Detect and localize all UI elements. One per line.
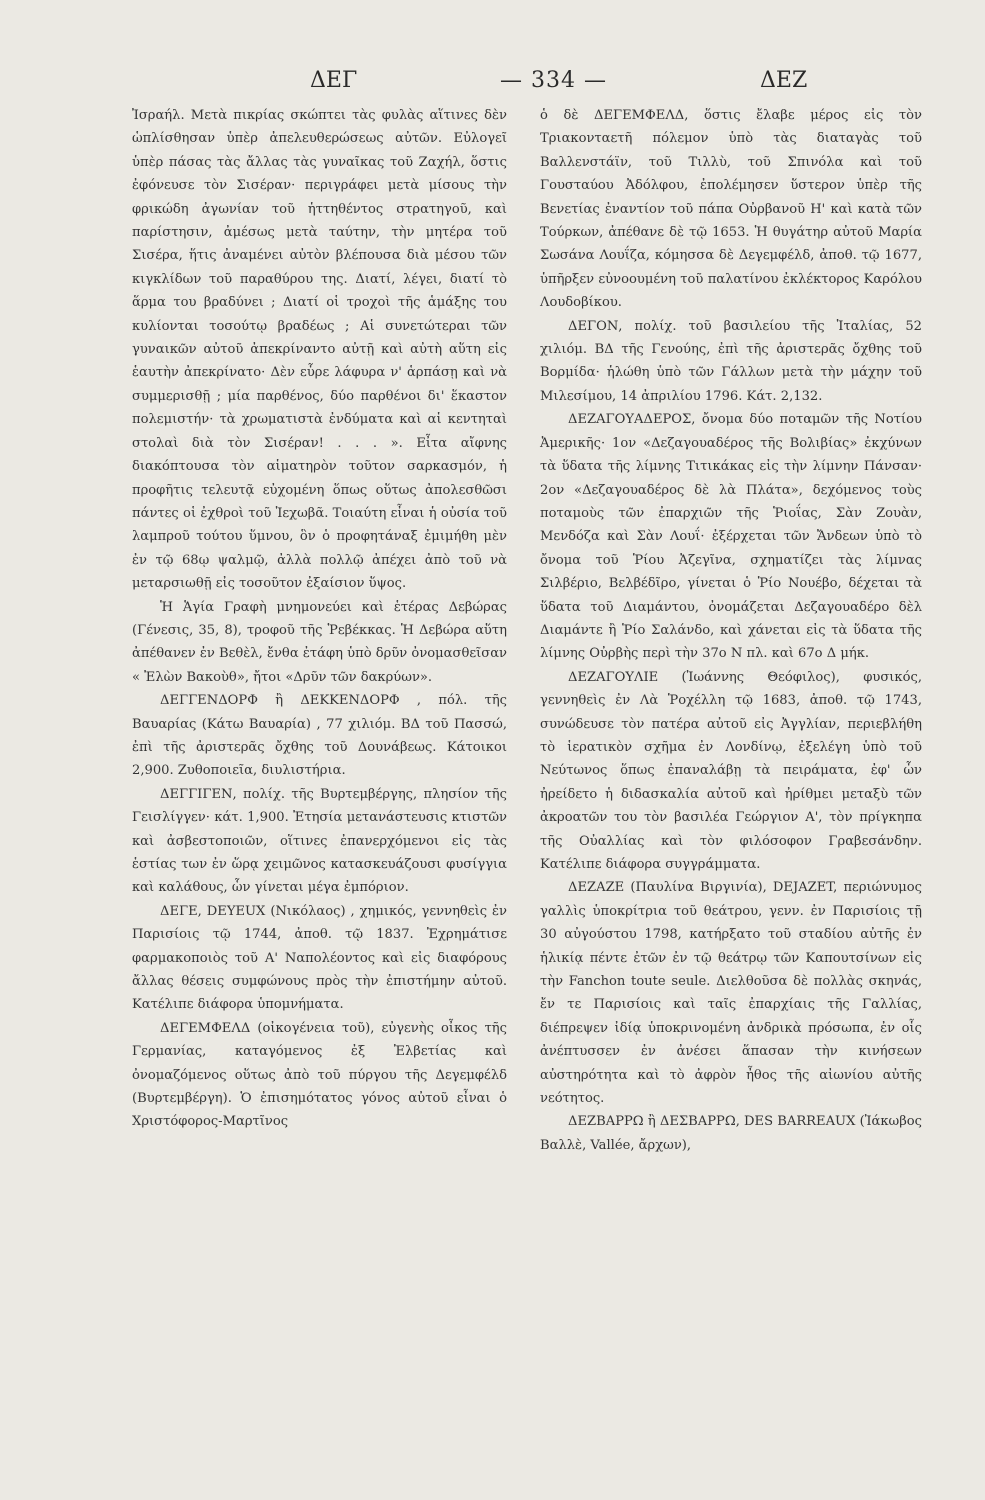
dictionary-entry: ΔΕΓΟΝ, πολίχ. τοῦ βασιλείου τῆς Ἰταλίας, 52 χιλιόμ. ΒΔ τῆς Γενούης, ἐπὶ τῆς ἀριστερᾶς ὄχθης τοῦ Βορμίδα· ἡλώθη ὑπὸ τῶν Γάλλων μετὰ τὴν μάχην τοῦ Μιλεσίμου, 14 ἀπριλίου 1796. Κάτ. 2,132. [540, 318, 922, 404]
left-column [132, 104, 507, 1134]
dictionary-entry: ΔΕΖΒΑΡΡΩ ἢ ΔΕΣΒΑΡΡΩ, DES BARREAUX (Ἰάκωβος Βαλλὲ, Vallée, ἄρχων), [540, 1114, 922, 1153]
paragraph: Ἰσραήλ. Μετὰ πικρίας σκώπτει τὰς φυλὰς αἵτινες δὲν ὡπλίσθησαν ὑπὲρ ἀπελευθερώσεως αὐτῶν. Εὐλογεῖ ὑπὲρ πάσας τὰς ἄλλας τὰς γυναῖκας τοῦ Ζαχήλ, ὅστις ἐφόνευσε τὸν Σισέραν· περιγράφει μετὰ μίσους τὴν φρικώδη ἀγωνίαν τοῦ ἡττηθέντος στρατηγοῦ, καὶ παρίστησιν, ἀμέσως μετὰ ταύτην, τὴν μητέρα τοῦ Σισέρα, ἥτις ἀναμένει αὐτὸν βλέπουσα διὰ μέσου τῶν κιγκλίδων τοῦ παραθύρου της. Διατί, λέγει, διατί τὸ ἅρμα του βραδύνει ; Διατί οἱ τροχοὶ τῆς ἁμάξης του κυλίονται τοσούτῳ βραδέως ; Αἱ συνετώτεραι τῶν γυναικῶν αὐτοῦ ἀπεκρίναντο αὐτῇ καὶ αὐτὴ αὕτη εἰς ἑαυτὴν ἀπεκρίνατο· Δὲν εὗρε λάφυρα ν' ἁρπάσῃ καὶ νὰ συμμερισθῇ ; μία παρθένος, δύο παρθένοι δι' ἕκαστον πολεμιστήν· τὰ χρωματιστὰ ἐνδύματα καὶ αἱ κεντηταὶ στολαὶ διὰ τὸν Σισέραν! . . . ». Εἶτα αἴφνης διακόπτουσα τὸν αἱματηρὸν τοῦτον σαρκασμόν, ἡ προφῆτις τελευτᾷ εὐχομένη ὅπως οὕτως ἀπολεσθῶσι πάντες οἱ ἐχθροὶ τοῦ Ἰεχωβᾶ. Τοιαύτη εἶναι ἡ οὐσία τοῦ λαμπροῦ τούτου ὕμνου, ὃν ὁ προφητάναξ ἐμιμήθη μὲν ἐν τῷ 68ῳ ψαλμῷ, ἀλλὰ πολλῷ ἀπέχει ἀπὸ τοῦ νὰ μεταρσιωθῇ εἰς τοσοῦτον ἐξαίσιον ὕψος. [132, 108, 507, 592]
page-number: — 334 — [500, 68, 607, 93]
dictionary-entry: ΔΕΓΓΕΝΔΟΡΦ ἢ ΔΕΚΚΕΝΔΟΡΦ , πόλ. τῆς Βαυαρίας (Κάτω Βαυαρία) , 77 χιλιόμ. ΒΔ τοῦ Πασσώ, ἐπὶ τῆς ἀριστερᾶς ὄχθης τοῦ Δουνάβεως. Κάτοικοι 2,900. Ζυθοποιεῖα, διυλιστήρια. [132, 693, 507, 779]
dictionary-entry: Ἡ Ἁγία Γραφὴ μνημονεύει καὶ ἑτέρας Δεβώρας (Γένεσις, 35, 8), τροφοῦ τῆς Ῥεβέκκας. Ἡ Δεβώρα αὕτη ἀπέθανεν ἐν Βεθὲλ, ἔνθα ἐτάφη ὑπὸ δρῦν ὀνομασθεῖσαν « Ἐλὼν Βακοὺθ», ἤτοι «Δρῦν τῶν δακρύων». [132, 599, 507, 685]
dictionary-entry: ΔΕΓΕΜΦΕΛΔ (οἰκογένεια τοῦ), εὐγενὴς οἶκος τῆς Γερμανίας, καταγόμενος ἐξ Ἐλβετίας καὶ ὀνομαζόμενος οὕτως ἀπὸ τοῦ πύργου τῆς Δεγεμφέλδ (Βυρτεμβέργη). Ὁ ἐπισημότατος γόνος αὐτοῦ εἶναι ὁ Χριστόφορος-Μαρτῖνος [132, 1020, 507, 1130]
dictionary-entry: ΔΕΖΑΓΟΥΛΙΕ (Ἰωάννης Θεόφιλος), φυσικός, γεννηθεὶς ἐν Λὰ Ῥοχέλλη τῷ 1683, ἀποθ. τῷ 1743, συνώδευσε τὸν πατέρα αὐτοῦ εἰς Ἀγγλίαν, περιεβλήθη τὸ ἱερατικὸν σχῆμα ἐν Λονδίνῳ, ἐξελέγη ὑπὸ τοῦ Νεύτωνος ὅπως ἐπαναλάβῃ τὰ πειράματα, ἐφ' ὧν ἠρείδετο ἡ διδασκαλία αὐτοῦ καὶ ἠρίθμει μεταξὺ τῶν ἀκροατῶν του τὸν βασιλέα Γεώργιον Α', τὸν πρίγκηπα τῆς Οὐαλλίας καὶ τὸν φιλόσοφον Γραβεσάνδην. Κατέλιπε διάφορα συγγράμματα. [540, 669, 922, 872]
right-column [540, 104, 922, 1157]
dictionary-entry: ΔΕΓΓΙΓΕΝ, πολίχ. τῆς Βυρτεμβέργης, πλησίον τῆς Γεισλίγγεν· κάτ. 1,900. Ἐτησία μετανάστευσις κτιστῶν καὶ ἀσβεστοποιῶν, οἵτινες ἐπανερχόμενοι εἰς τὰς ἑστίας των ἐν ὥρᾳ χειμῶνος κατασκευάζουσι φυσίγγια καὶ καλάθους, ὧν γίνεται μέγα ἐμπόριον. [132, 786, 507, 896]
dictionary-entry: ΔΕΖΑΓΟΥΑΔΕΡΟΣ, ὄνομα δύο ποταμῶν τῆς Νοτίου Ἀμερικῆς· 1ον «Δεζαγουαδέρος τῆς Βολιβίας» ἐκχύνων τὰ ὕδατα τῆς λίμνης Τιτικάκας εἰς τὴν λίμνην Πάνσαν· 2ον «Δεζαγουαδέρος δὲ λὰ Πλάτα», δεχόμενος τοὺς ποταμοὺς τῶν ἐπαρχιῶν τῆς Ῥιοΐας, Σὰν Ζουὰν, Μενδόζα καὶ Σὰν Λουΐ· ἐξέρχεται τῶν Ἄνδεων ὑπὸ τὸ ὄνομα τοῦ Ῥίου Ἀζεγῖνα, σχηματίζει τὰς λίμνας Σιλβέριο, Βελβέδῖρο, γίνεται ὁ Ῥίο Νουέβο, δέχεται τὰ ὕδατα τοῦ Διαμάντου, ὀνομάζεται Δεζαγουαδέρο δὲλ Διαμάντε ἢ Ῥίο Σαλάνδο, καὶ χάνεται εἰς τὰ ὕδατα τῆς λίμνης Οὐρβὴς περὶ τὴν 37ο Ν πλ. καὶ 67ο Δ μήκ. [540, 412, 922, 662]
dictionary-entry: ΔΕΖΑΖΕ (Παυλίνα Βιργινία), DEJAZET, περιώνυμος γαλλὶς ὑποκρίτρια τοῦ θεάτρου, γενν. ἐν Παρισίοις τῇ 30 αὐγούστου 1798, κατήρξατο τοῦ σταδίου αὐτῆς ἐν ἡλικίᾳ πέντε ἐτῶν ἐν τῷ θεάτρῳ τῶν Καπουτσίνων εἰς τὴν Fanchon toute seule. Διελθοῦσα δὲ πολλὰς σκηνάς, ἔν τε Παρισίοις καὶ ταῖς ἐπαρχίαις τῆς Γαλλίας, διέπρεψεν ἰδίᾳ ὑποκρινομένη ἀνδρικὰ πρόσωπα, ἐν οἷς ἀνέπτυσσεν ἐν ἀνέσει ἅπασαν τὴν κινήσεων αὐστηρότητα καὶ τὸ ἀφρὸν ἦθος τῆς αἰωνίου αὐτῆς νεότητος. [540, 880, 922, 1107]
dictionary-entry: ΔΕΓΕ, DEYEUX (Νικόλαος) , χημικός, γεννηθεὶς ἐν Παρισίοις τῷ 1744, ἀποθ. τῷ 1837. Ἐχρημάτισε φαρμακοποιὸς τοῦ Α' Ναπολέοντος καὶ εἰς διαφόρους ἄλλας θέσεις συμφώνους πρὸς τὴν ἐπιστήμην αὐτοῦ. Κατέλιπε διάφορα ὑπομνήματα. [132, 903, 507, 1013]
header-right-guideword: ΔΕΖ [760, 68, 808, 93]
header-left-guideword: ΔΕΓ [310, 68, 358, 93]
paragraph: ὁ δὲ ΔΕΓΕΜΦΕΛΔ, ὅστις ἔλαβε μέρος εἰς τὸν Τριακονταετῆ πόλεμον ὑπὸ τὰς διαταγὰς τοῦ Βαλλενστάϊν, τοῦ Τιλλὺ, τοῦ Σπινόλα καὶ τοῦ Γουσταύου Ἀδόλφου, ἐπολέμησεν ὕστερον ὑπὲρ τῆς Βενετίας ἐναντίον τοῦ πάπα Οὐρβανοῦ Η' καὶ κατὰ τῶν Τούρκων, ἀπέθανε δὲ τῷ 1653. Ἡ θυγάτηρ αὐτοῦ Μαρία Σωσάνα Λουΐζα, κόμησσα δὲ Δεγεμφέλδ, ἀποθ. τῷ 1677, ὑπῆρξεν εὐνοουμένη τοῦ παλατίνου ἐκλέκτορος Καρόλου Λουδοβίκου. [540, 108, 922, 311]
running-header [120, 68, 900, 104]
